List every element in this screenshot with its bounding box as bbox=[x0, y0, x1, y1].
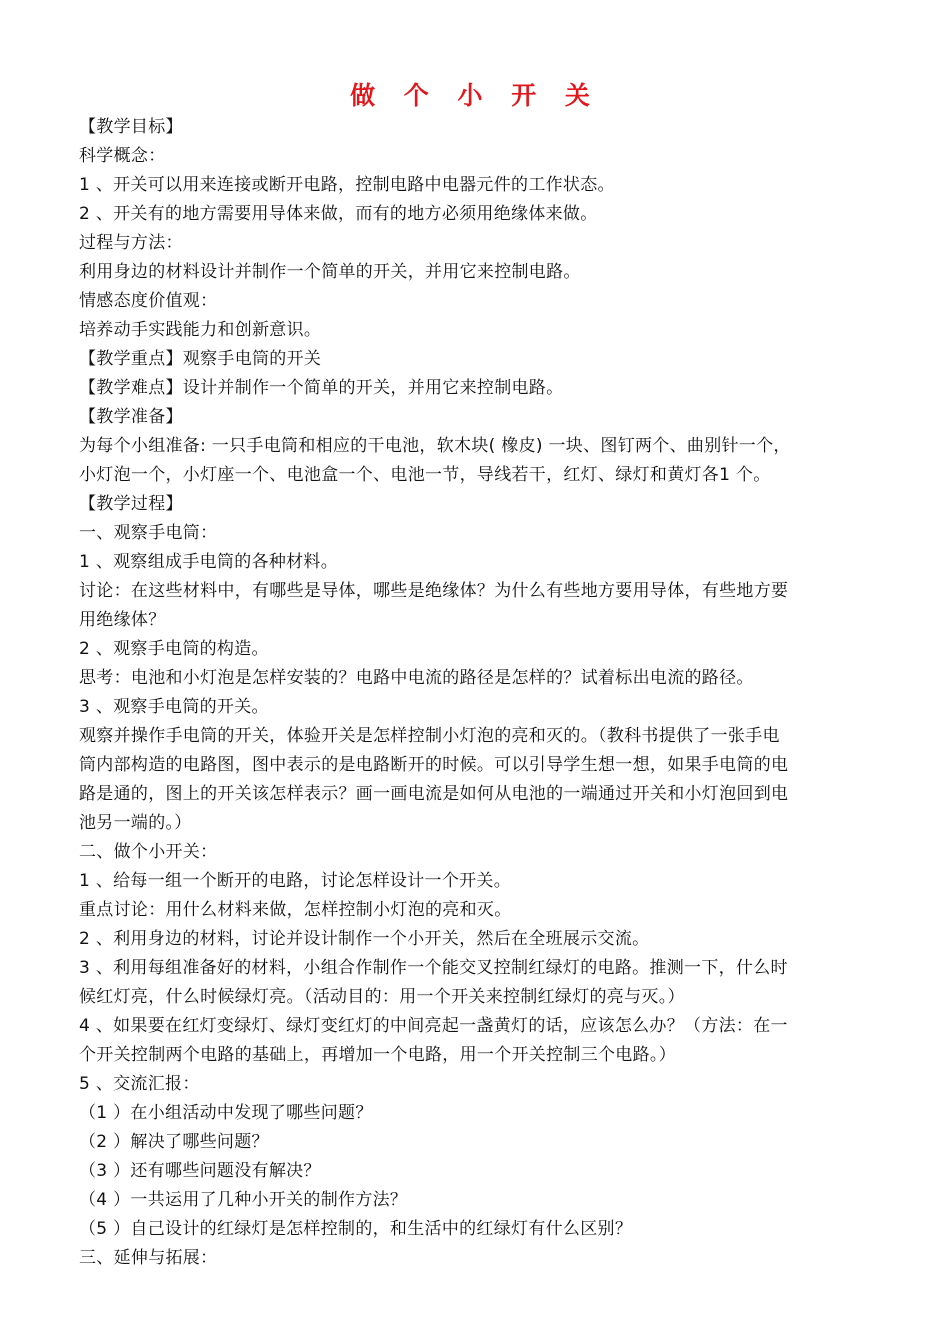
text-line: 4 、如果要在红灯变绿灯、绿灯变红灯的中间亮起一盏黄灯的话，应该怎么办？（方法：在一 bbox=[79, 1016, 788, 1036]
text-line: 2 、观察手电筒的构造。 bbox=[79, 639, 269, 659]
text-line: （3 ）还有哪些问题没有解决？ bbox=[79, 1161, 321, 1181]
text-line: 讨论：在这些材料中，有哪些是导体，哪些是绝缘体？为什么有些地方要用导体，有些地方要 bbox=[79, 581, 789, 601]
text-line: 重点讨论：用什么材料来做，怎样控制小灯泡的亮和灭。 bbox=[79, 900, 512, 920]
text-line: 3 、观察手电筒的开关。 bbox=[79, 697, 269, 717]
text-line: 1 、开关可以用来连接或断开电路，控制电路中电器元件的工作状态。 bbox=[79, 175, 615, 195]
text-line: （4 ）一共运用了几种小开关的制作方法？ bbox=[79, 1190, 408, 1210]
text-line: 3 、利用每组准备好的材料，小组合作制作一个能交叉控制红绿灯的电路。推测一下，什么时 bbox=[79, 958, 788, 978]
text-line: 二、做个小开关： bbox=[79, 842, 218, 862]
text-line: 【教学目标】 bbox=[79, 117, 183, 137]
text-line: 【教学重点】观察手电筒的开关 bbox=[79, 349, 322, 369]
text-line: 培养动手实践能力和创新意识。 bbox=[79, 320, 322, 340]
text-line: 5 、交流汇报： bbox=[79, 1074, 200, 1094]
text-line: 利用身边的材料设计并制作一个简单的开关，并用它来控制电路。 bbox=[79, 262, 581, 282]
text-line: 情感态度价值观： bbox=[79, 291, 218, 311]
text-line: 科学概念： bbox=[79, 146, 166, 166]
page-title: 做 个 小 开 关 bbox=[350, 81, 600, 110]
text-line: 2 、利用身边的材料，讨论并设计制作一个小开关，然后在全班展示交流。 bbox=[79, 929, 650, 949]
text-line: 【教学过程】 bbox=[79, 494, 183, 514]
text-line: 1 、给每一组一个断开的电路，讨论怎样设计一个开关。 bbox=[79, 871, 512, 891]
text-line: （2 ）解决了哪些问题？ bbox=[79, 1132, 269, 1152]
document-body bbox=[79, 113, 889, 1273]
text-line: 2 、开关有的地方需要用导体来做，而有的地方必须用绝缘体来做。 bbox=[79, 204, 598, 224]
text-line: 小灯泡一个，小灯座一个、电池盒一个、电池一节，导线若干，红灯、绿灯和黄灯各1 个。 bbox=[79, 465, 771, 485]
text-line: 个开关控制两个电路的基础上，再增加一个电路，用一个开关控制三个电路。） bbox=[79, 1045, 676, 1065]
text-line: 候红灯亮，什么时候绿灯亮。（活动目的：用一个开关来控制红绿灯的亮与灭。） bbox=[79, 987, 685, 1007]
text-line: 池另一端的。） bbox=[79, 813, 192, 833]
text-line: （1 ）在小组活动中发现了哪些问题？ bbox=[79, 1103, 373, 1123]
text-line: 1 、观察组成手电筒的各种材料。 bbox=[79, 552, 339, 572]
text-line: 【教学难点】设计并制作一个简单的开关，并用它来控制电路。 bbox=[79, 378, 564, 398]
text-line: 三、延伸与拓展： bbox=[79, 1248, 218, 1268]
text-line: 【教学准备】 bbox=[79, 407, 183, 427]
text-line: 用绝缘体？ bbox=[79, 610, 166, 630]
text-line: 路是通的，图上的开关该怎样表示？画一画电流是如何从电池的一端通过开关和小灯泡回到电 bbox=[79, 784, 789, 804]
text-line: （5 ）自己设计的红绿灯是怎样控制的，和生活中的红绿灯有什么区别？ bbox=[79, 1219, 633, 1239]
text-line: 一、观察手电筒： bbox=[79, 523, 218, 543]
text-line: 为每个小组准备: 一只手电筒和相应的干电池，软木块( 橡皮) 一块、图钉两个、曲别针一个， bbox=[79, 436, 791, 456]
text-line: 过程与方法： bbox=[79, 233, 183, 253]
text-line: 思考：电池和小灯泡是怎样安装的？电路中电流的路径是怎样的？试着标出电流的路径。 bbox=[79, 668, 754, 688]
text-line: 筒内部构造的电路图，图中表示的是电路断开的时候。可以引导学生想一想，如果手电筒的电 bbox=[79, 755, 789, 775]
text-line: 观察并操作手电筒的开关，体验开关是怎样控制小灯泡的亮和灭的。（教科书提供了一张手电 bbox=[79, 726, 780, 746]
